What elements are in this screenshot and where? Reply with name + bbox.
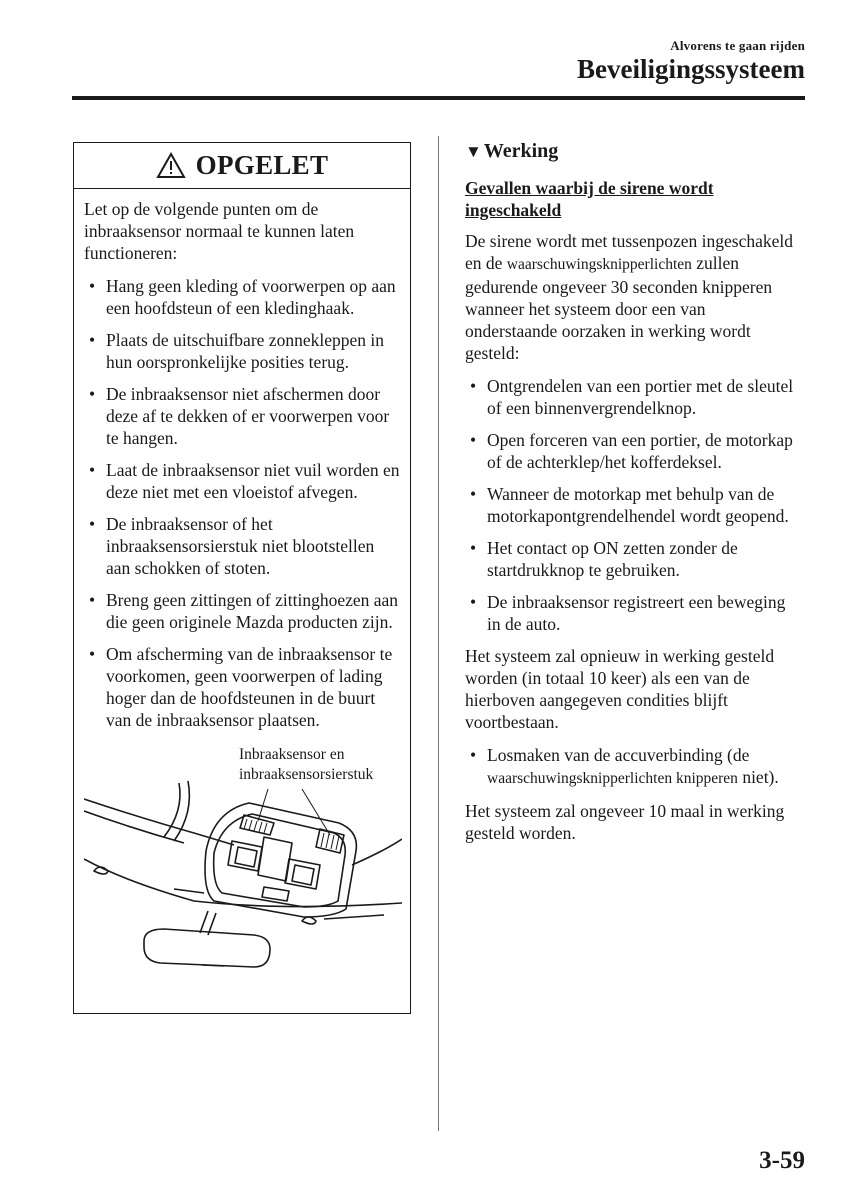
caution-item: • De inbraaksensor of het inbraaksensorsierstuk niet blootstellen aan schokken of stoten. (84, 513, 400, 579)
caution-item: • Hang geen kleding of voorwerpen op aan een hoofdsteun of een kledinghaak. (84, 275, 400, 319)
warning-triangle-icon (156, 152, 186, 179)
caution-header (74, 143, 410, 189)
battery-list (465, 744, 800, 790)
text-fragment: waarschuwingsknipperlichten knipperen (487, 770, 738, 787)
caution-item: • Om afscherming van de inbraaksensor te voorkomen, geen voorwerpen of lading hoger dan de hoofdsteunen in de buurt van de inbraaksensor plaatsen. (84, 643, 400, 731)
page-title: Beveiligingssysteem (577, 54, 805, 84)
caution-item: • Laat de inbraaksensor niet vuil worden en deze niet met een vloeistof afvegen. (84, 459, 400, 503)
trigger-list (465, 375, 800, 635)
operation-paragraph: Het systeem zal ongeveer 10 maal in werking gesteld worden. (465, 801, 785, 843)
caution-intro: Let op de volgende punten om de inbraaksensor normaal te kunnen laten functioneren: (84, 199, 355, 263)
sub-heading: Gevallen waarbij de sirene wordt ingeschakeld (465, 178, 714, 220)
text-fragment: Losmaken van de accuverbinding (de (487, 745, 750, 765)
text-fragment: De sirene wordt met tussenpozen ingeschakeld en de (465, 231, 794, 273)
caution-body (74, 189, 410, 981)
trigger-item: • Ontgrendelen van een portier met de sleutel of een binnenvergrendelknop. (465, 375, 800, 419)
figure-label-line: Inbraaksensor en (239, 746, 345, 763)
caution-list (84, 275, 400, 731)
battery-item (465, 744, 800, 790)
figure-callout-label (239, 745, 373, 785)
section-heading-text: Werking (483, 140, 559, 162)
operation-paragraph: Het systeem zal opnieuw in werking gesteld worden (in totaal 10 keer) als een van de hierboven aangegeven condities blijft voortbestaan. (465, 646, 775, 732)
caution-item: • De inbraaksensor niet afschermen door deze af te dekken of er voorwerpen voor te hangen. (84, 383, 400, 449)
caution-box (73, 142, 411, 1014)
caution-item: • Breng geen zittingen of zittinghoezen aan die geen originele Mazda producten zijn. (84, 589, 400, 633)
trigger-item: • Wanneer de motorkap met behulp van de motorkapontgrendelhendel wordt geopend. (465, 483, 800, 527)
trigger-item: • Open forceren van een portier, de motorkap of de achterklep/het kofferdeksel. (465, 429, 800, 473)
trigger-item: • Het contact op ON zetten zonder de startdrukknop te gebruiken. (465, 537, 800, 581)
header-section-label: Alvorens te gaan rijden (670, 38, 805, 53)
figure-label-line: inbraaksensorsierstuk (239, 766, 374, 783)
text-fragment: waarschuwingsknipperlichten (506, 256, 692, 273)
sensor-figure (84, 741, 400, 981)
section-heading (465, 140, 800, 163)
column-divider (438, 136, 439, 1131)
triangle-marker-icon: ▼ (465, 142, 482, 161)
caution-item: • Plaats de uitschuifbare zonnekleppen in hun oorspronkelijke posities terug. (84, 329, 400, 373)
operation-paragraph (465, 230, 800, 364)
caution-title: OPGELET (195, 150, 329, 180)
text-fragment: niet). (742, 767, 779, 787)
trigger-item: • De inbraaksensor registreert een beweging in de auto. (465, 591, 800, 635)
text-fragment: zullen gedurende ongeveer 30 seconden knipperen wanneer het systeem door een van onderstaande oorzaken in werking wordt gesteld: (465, 253, 773, 363)
operation-section (465, 140, 800, 855)
header-rule (72, 96, 805, 100)
page-number: 3-59 (759, 1147, 805, 1174)
